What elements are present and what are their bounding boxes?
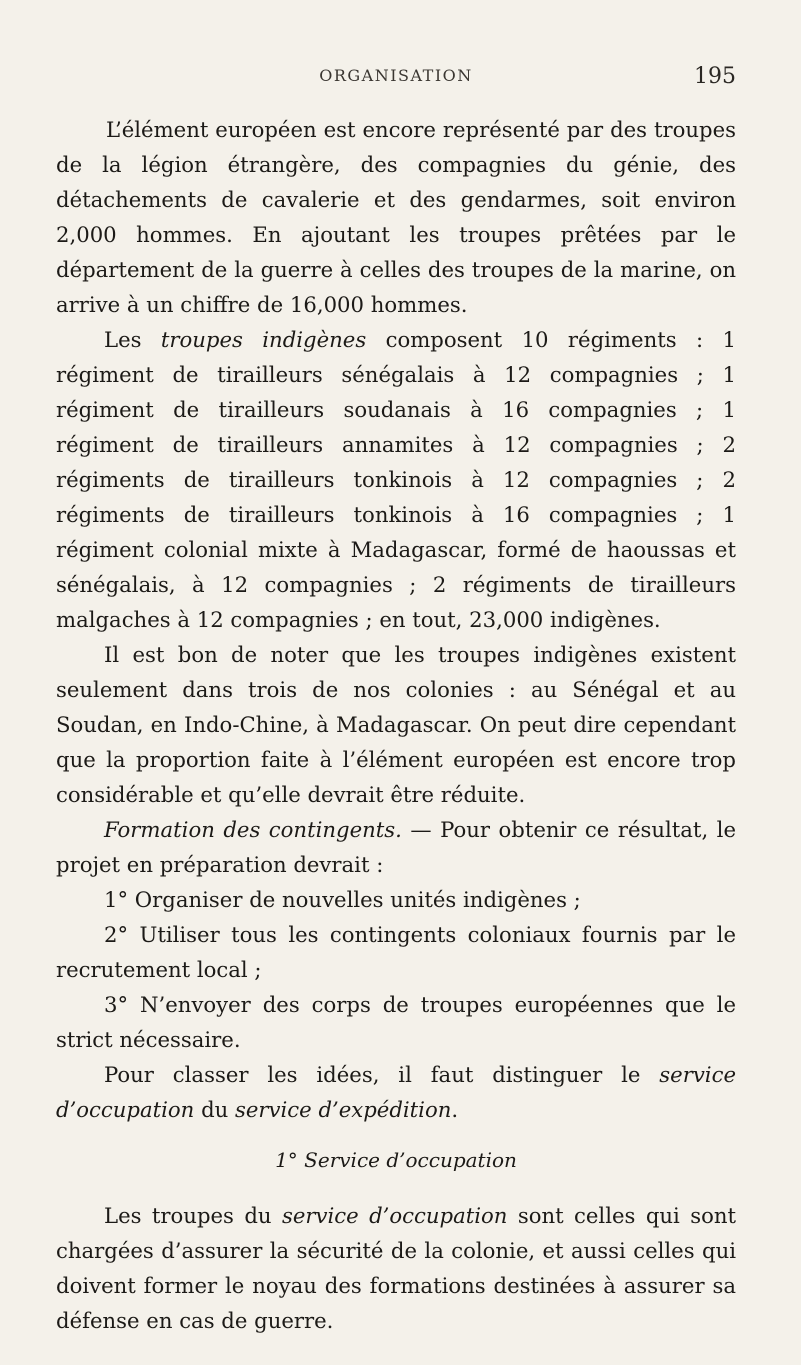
page-number: 195	[694, 64, 736, 89]
occupation-service-after: sont celles qui sont chargées d’assurer la sécurité de la colonie, et aussi celles qui doivent former le noyau des formations destinées à assurer sa défense en cas de guerre.	[56, 1203, 737, 1333]
running-header	[56, 64, 736, 100]
paragraph-european-element: L’élément européen est encore représenté par des troupes de la légion étrangère, des compagnies du génie, des détachements de cavalerie et des gendarmes, soit environ 2,000 hommes. En ajoutant les troupes prêtées par le département de la guerre à celles des troupes de la marine, on arrive à un chiffre de 16,000 hommes.	[56, 117, 736, 317]
paragraph-indigenous-troops-after: composent 10 régiments : 1 régiment de tirailleurs sénégalais à 12 compagnies ; 1 régiment de tirailleurs soudanais à 16 compagnies ; 1 régiment de tirailleurs annamites à 12 compagnies ; 2 régiments de tirailleurs tonkinois à 12 compagnies ; 2 régiments de tirailleurs tonkinois à 16 compagnies ; 1 régiment colonial mixte à Madagascar, formé de haoussas et sénégalais, à 12 compagnies ; 2 régiments de tirailleurs malgaches à 12 compagnies ; en tout, 23,000 indigènes.	[56, 327, 736, 632]
list-item-1: 1° Organiser de nouvelles unités indigènes ;	[104, 887, 581, 912]
section-heading: 1° Service d’occupation	[275, 1148, 517, 1172]
list-item-3: 3° N’envoyer des corps de troupes européennes que le strict nécessaire.	[56, 992, 736, 1052]
occupation-service-before: Les troupes du	[104, 1203, 282, 1228]
classification-after: .	[451, 1097, 459, 1122]
formation-contingents-after: — Pour obtenir ce résultat, le projet en préparation devrait :	[56, 817, 736, 877]
classification-before: Pour classer les idées, il faut distinguer le	[104, 1062, 660, 1087]
formation-contingents-italic: Formation des contingents.	[104, 817, 402, 842]
paragraph-classification	[56, 1057, 736, 1127]
paragraph-occupation-service	[56, 1198, 736, 1338]
page-body	[56, 112, 736, 1338]
classification-italic-1: service d’occupation	[56, 1062, 736, 1122]
paragraph-indigenous-troops-italic: troupes indigènes	[160, 327, 367, 352]
running-title: ORGANISATION	[319, 66, 473, 85]
list-item-2: 2° Utiliser tous les contingents coloniaux fournis par le recrutement local ;	[56, 922, 736, 982]
paragraph-formation-contingents	[56, 812, 736, 882]
classification-middle: du	[194, 1097, 236, 1122]
classification-italic-2: service d’expédition	[235, 1097, 452, 1122]
occupation-service-italic: service d’occupation	[281, 1203, 508, 1228]
paragraph-colonies-note: Il est bon de noter que les troupes indigènes existent seulement dans trois de nos colonies : au Sénégal et au Soudan, en Indo-Chine, à Madagascar. On peut dire cependant que la proportion faite à l’élément européen est encore trop considérable et qu’elle devrait être réduite.	[56, 642, 736, 807]
paragraph-indigenous-troops-before: Les	[104, 327, 161, 352]
paragraph-indigenous-troops	[56, 322, 736, 637]
